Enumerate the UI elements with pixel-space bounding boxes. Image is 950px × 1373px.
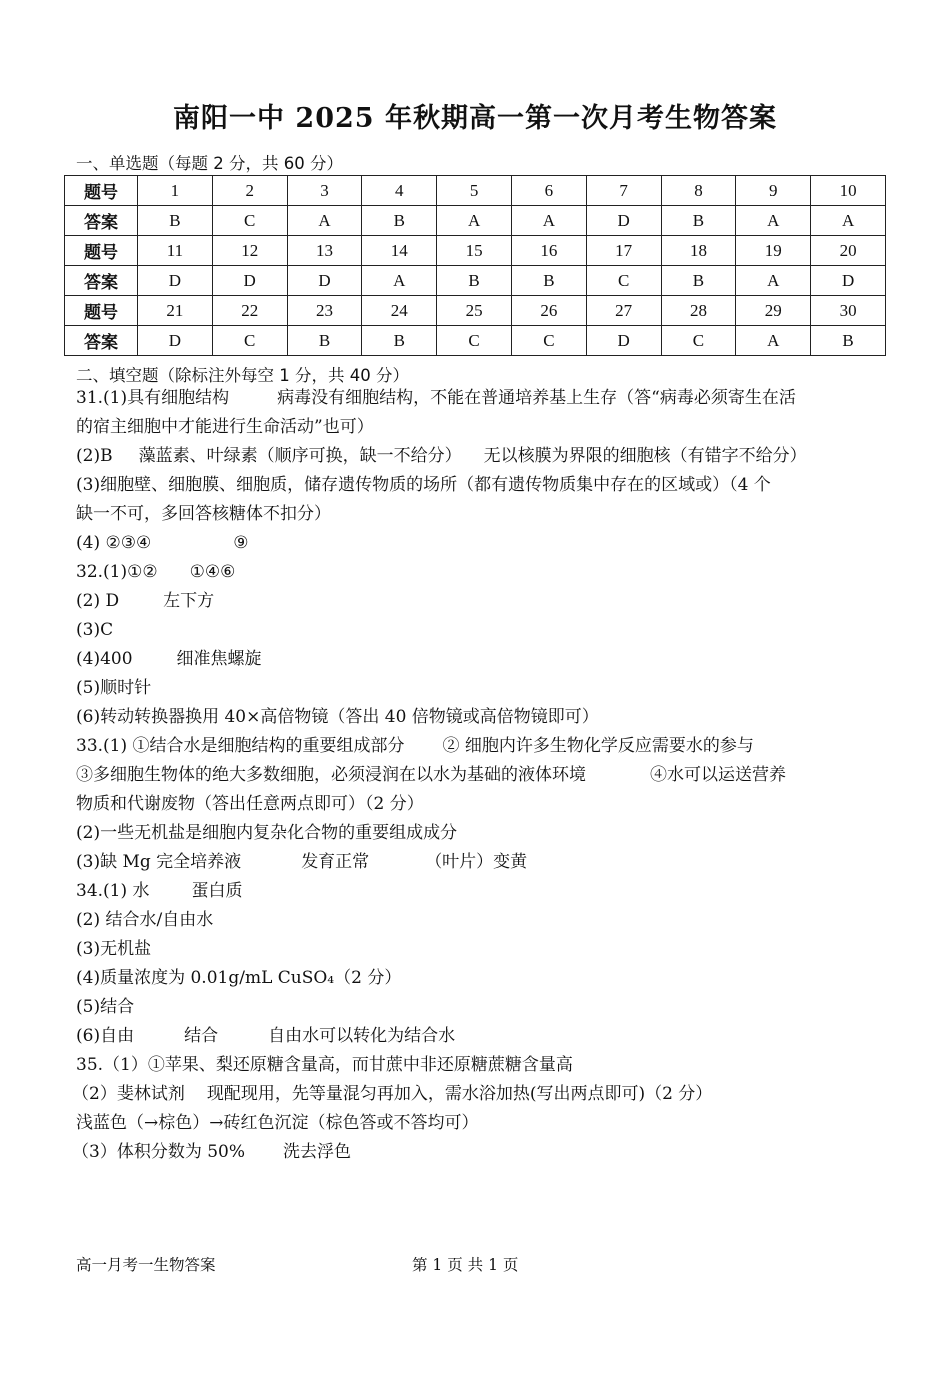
answer-cell: A [736, 206, 811, 236]
answer-line [76, 970, 401, 987]
answer-text: (3)缺 Mg 完全培养液 [76, 852, 242, 872]
answer-cell: B [661, 206, 736, 236]
answer-cell: A [736, 326, 811, 356]
footer-page-number: 第 1 页 共 1 页 [412, 1256, 519, 1274]
answer-text: 发育正常 [301, 852, 370, 872]
answer-line [76, 477, 771, 494]
section-2-heading: 二、填空题（除标注外每空 1 分，共 40 分） [76, 366, 409, 385]
answer-text: (3)C [76, 620, 114, 640]
answer-cell: B [511, 266, 586, 296]
answer-text: 33.(1) ①结合水是细胞结构的重要组成部分 [76, 736, 405, 756]
answer-cell: D [138, 326, 213, 356]
question-number: 7 [586, 176, 661, 206]
table-row-numbers [65, 176, 886, 206]
answer-text: （2）斐林试剂 [72, 1084, 185, 1104]
answer-line [76, 1028, 455, 1045]
answer-text: (2) D [76, 591, 120, 611]
table-row-answers [65, 266, 886, 296]
row-header-answer: 答案 [65, 326, 138, 356]
question-number: 6 [511, 176, 586, 206]
answer-cell: B [661, 266, 736, 296]
answer-text: 浅蓝色（→棕色）→砖红色沉淀（棕色答或不答均可） [76, 1113, 479, 1133]
answer-text: ⑨ [233, 533, 249, 553]
answer-cell: C [212, 326, 287, 356]
answer-cell: C [511, 326, 586, 356]
answer-cell: B [437, 266, 512, 296]
answer-line [72, 1086, 712, 1103]
row-header-answer: 答案 [65, 206, 138, 236]
answer-cell: B [362, 206, 437, 236]
answer-text: (6)自由 [76, 1026, 135, 1046]
answer-text: ④水可以运送营养 [650, 765, 786, 785]
answer-text: 34.(1) 水 [76, 881, 150, 901]
answer-text: ③多细胞生物体的绝大多数细胞，必须浸润在以水为基础的液体环境 [76, 765, 586, 785]
answer-text: 细准焦螺旋 [176, 649, 262, 669]
question-number: 19 [736, 236, 811, 266]
answer-line [76, 709, 599, 726]
answer-line [76, 767, 786, 784]
question-number: 3 [287, 176, 362, 206]
answer-text: 缺一不可，多回答核糖体不扣分） [76, 504, 331, 524]
answer-text: 现配现用，先等量混匀再加入，需水浴加热(写出两点即可)（2 分） [206, 1084, 713, 1104]
answer-text: 无以核膜为界限的细胞核（有错字不给分） [483, 446, 807, 466]
answer-cell: B [811, 326, 886, 356]
answer-line [76, 854, 527, 871]
question-number: 26 [511, 296, 586, 326]
answer-text: (3)无机盐 [76, 939, 152, 959]
table-row-numbers [65, 296, 886, 326]
question-number: 5 [437, 176, 512, 206]
answer-text: 左下方 [163, 591, 215, 611]
table-row-answers [65, 206, 886, 236]
answer-cell: D [212, 266, 287, 296]
answer-line [76, 738, 754, 755]
answer-text: (3)细胞壁、细胞膜、细胞质，储存遗传物质的场所（都有遗传物质集中存在的区域或）（4 个 [76, 475, 771, 495]
answer-text: 物质和代谢废物（答出任意两点即可）（2 分） [76, 794, 424, 814]
answer-cell: D [586, 206, 661, 236]
answer-line [76, 390, 796, 407]
answer-cell: B [362, 326, 437, 356]
answer-text: 洗去浮色 [283, 1142, 352, 1162]
answer-line [76, 1115, 479, 1132]
answer-cell: A [736, 266, 811, 296]
question-number: 28 [661, 296, 736, 326]
answer-text: (5)结合 [76, 997, 135, 1017]
answer-line [76, 825, 457, 842]
question-number: 13 [287, 236, 362, 266]
answer-cell: C [586, 266, 661, 296]
answer-line [76, 883, 243, 900]
question-number: 16 [511, 236, 586, 266]
answer-text: 32.(1)①② [76, 562, 158, 582]
question-number: 22 [212, 296, 287, 326]
answer-line [76, 419, 374, 436]
section-1-heading: 一、单选题（每题 2 分，共 60 分） [76, 154, 343, 173]
answer-line [76, 506, 331, 523]
table-row-numbers [65, 236, 886, 266]
answer-line [76, 622, 113, 639]
answer-line [76, 448, 807, 465]
answer-line [76, 535, 248, 552]
answer-line [76, 680, 151, 697]
answer-text: 藻蓝素、叶绿素（顺序可换，缺一不给分） [138, 446, 462, 466]
question-number: 17 [586, 236, 661, 266]
answer-line [76, 593, 214, 610]
answer-text: （3）体积分数为 50% [72, 1142, 246, 1162]
answer-text: (2)一些无机盐是细胞内复杂化合物的重要组成成分 [76, 823, 458, 843]
table-row-answers [65, 326, 886, 356]
answer-line [76, 796, 424, 813]
row-header-number: 题号 [65, 296, 138, 326]
answer-line [76, 564, 235, 581]
answer-cell: A [362, 266, 437, 296]
answer-cell: A [437, 206, 512, 236]
answer-table [64, 175, 886, 356]
answer-line [76, 1057, 573, 1074]
question-number: 9 [736, 176, 811, 206]
answer-line [76, 651, 262, 668]
answer-cell: D [287, 266, 362, 296]
question-number: 21 [138, 296, 213, 326]
question-number: 14 [362, 236, 437, 266]
answer-text: 31.(1)具有细胞结构 [76, 388, 230, 408]
answer-line [76, 912, 213, 929]
question-number: 25 [437, 296, 512, 326]
answer-text: 自由水可以转化为结合水 [268, 1026, 456, 1046]
answer-cell: D [811, 266, 886, 296]
question-number: 12 [212, 236, 287, 266]
answer-line [72, 1144, 351, 1161]
answer-text: (6)转动转换器换用 40×高倍物镜（答出 40 倍物镜或高倍物镜即可） [76, 707, 599, 727]
answer-cell: D [586, 326, 661, 356]
row-header-number: 题号 [65, 176, 138, 206]
answer-text: （叶片）变黄 [425, 852, 528, 872]
answer-text: 35.（1）①苹果、梨还原糖含量高，而甘蔗中非还原糖蔗糖含量高 [76, 1055, 573, 1075]
answer-text: (5)顺时针 [76, 678, 152, 698]
answer-text: ①④⑥ [189, 562, 236, 582]
answer-text: 病毒没有细胞结构，不能在普通培养基上生存（答“病毒必须寄生在活 [277, 388, 796, 408]
question-number: 30 [811, 296, 886, 326]
answer-text: (4)质量浓度为 0.01g/mL CuSO₄（2 分） [76, 968, 402, 988]
answer-cell: B [287, 326, 362, 356]
answer-cell: A [811, 206, 886, 236]
answer-text: 结合 [184, 1026, 219, 1046]
answer-text: (4)400 [76, 649, 133, 669]
answer-cell: A [287, 206, 362, 236]
answer-text: (2) 结合水/自由水 [76, 910, 214, 930]
answer-line [76, 941, 151, 958]
question-number: 18 [661, 236, 736, 266]
answer-cell: C [661, 326, 736, 356]
answer-cell: C [437, 326, 512, 356]
question-number: 8 [661, 176, 736, 206]
question-number: 27 [586, 296, 661, 326]
answer-cell: C [212, 206, 287, 236]
question-number: 29 [736, 296, 811, 326]
question-number: 11 [138, 236, 213, 266]
answer-text: 的宿主细胞中才能进行生命活动”也可） [76, 417, 374, 437]
question-number: 24 [362, 296, 437, 326]
page-title: 南阳一中 2025 年秋期高一第一次月考生物答案 [173, 103, 777, 134]
question-number: 15 [437, 236, 512, 266]
answer-text: 蛋白质 [191, 881, 243, 901]
answer-cell: D [138, 266, 213, 296]
row-header-answer: 答案 [65, 266, 138, 296]
answer-line [76, 999, 134, 1016]
answer-cell: A [511, 206, 586, 236]
question-number: 1 [138, 176, 213, 206]
question-number: 20 [811, 236, 886, 266]
question-number: 4 [362, 176, 437, 206]
answer-text: (2)B [76, 446, 113, 466]
question-number: 2 [212, 176, 287, 206]
answer-text: ② 细胞内许多生物化学反应需要水的参与 [442, 736, 754, 756]
row-header-number: 题号 [65, 236, 138, 266]
footer-left: 高一月考一生物答案 [76, 1256, 216, 1274]
question-number: 10 [811, 176, 886, 206]
question-number: 23 [287, 296, 362, 326]
answer-cell: B [138, 206, 213, 236]
answer-text: (4) ②③④ [76, 533, 152, 553]
